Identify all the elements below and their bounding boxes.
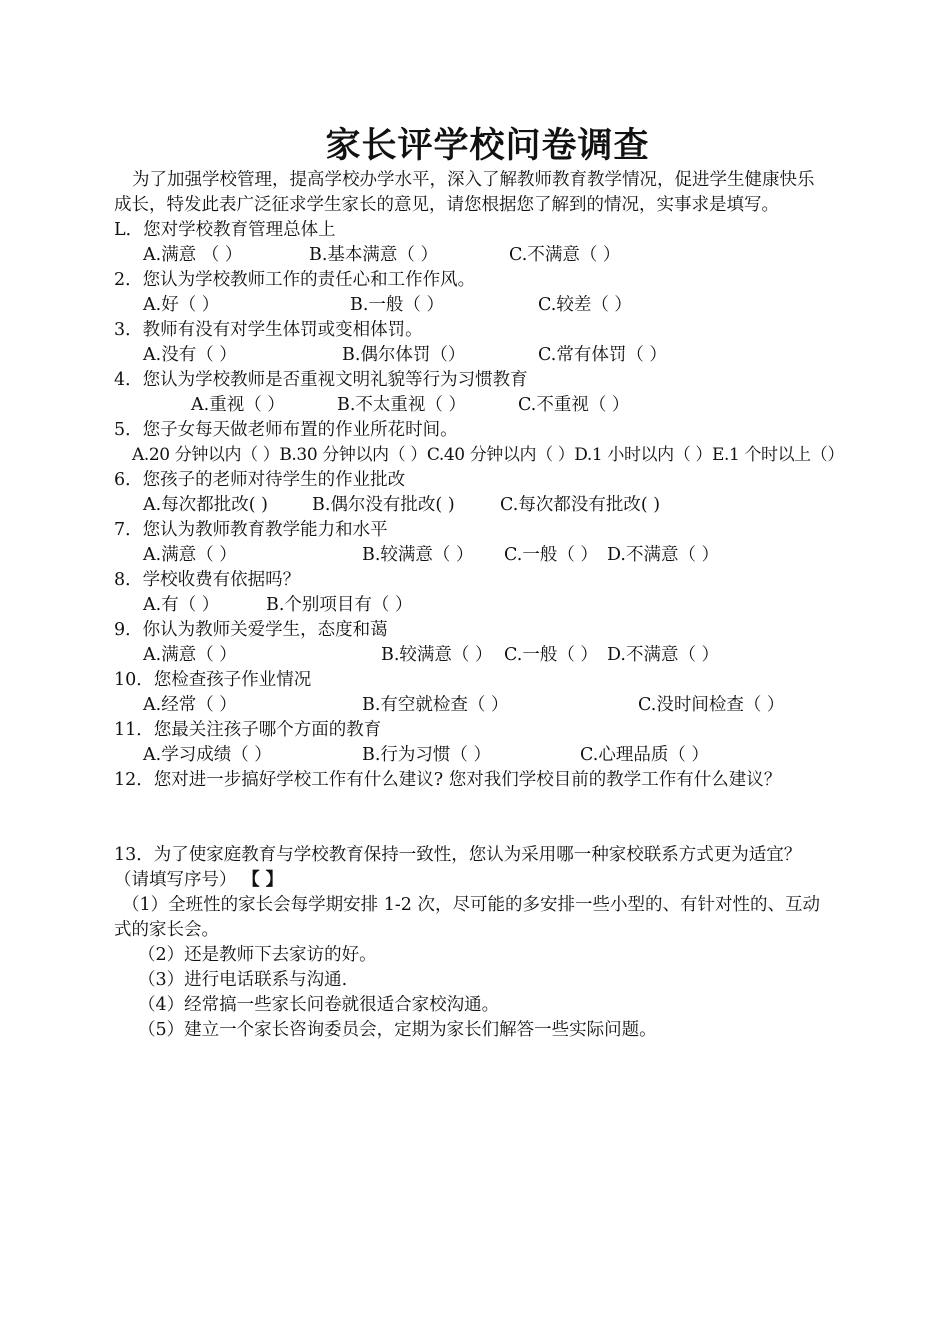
option-b[interactable]: B.一般（ ） bbox=[350, 295, 444, 315]
option-a[interactable]: A.重视（ ） bbox=[191, 395, 285, 415]
option-b[interactable]: B.偶尔体罚（） bbox=[342, 345, 466, 365]
option-c[interactable]: C.不满意（ ） bbox=[509, 245, 621, 265]
question-7: 7．您认为教师教育教学能力和水平 bbox=[114, 520, 388, 540]
question-8: 8．学校收费有依据吗？ bbox=[114, 570, 301, 590]
question-8-options bbox=[0, 593, 950, 618]
option-a[interactable]: A.满意（ ） bbox=[143, 645, 237, 665]
option-c[interactable]: C.一般（ ） bbox=[504, 545, 598, 565]
question-10-options bbox=[0, 693, 950, 718]
question-4: 4．您认为学校教师是否重视文明礼貌等行为习惯教育 bbox=[114, 370, 528, 390]
question-13-note-text: （请填写序号） bbox=[114, 870, 237, 890]
choice-4: （4）经常搞一些家长问卷就很适合家校沟通。 bbox=[138, 995, 500, 1015]
option-a[interactable]: A.学习成绩（ ） bbox=[143, 745, 272, 765]
choice-5: （5）建立一个家长咨询委员会，定期为家长们解答一些实际问题。 bbox=[138, 1020, 657, 1040]
choice-1: （1）全班性的家长会每学期安排 1-2 次，尽可能的多安排一些小型的、有针对性的、互动 bbox=[122, 895, 820, 915]
question-10: 10．您检查孩子作业情况 bbox=[114, 670, 312, 690]
intro-line-1: 为了加强学校管理，提高学校办学水平，深入了解教师教育教学情况，促进学生健康快乐 bbox=[132, 170, 815, 190]
question-6-options bbox=[0, 493, 950, 518]
option-b[interactable]: B.较满意（ ） bbox=[381, 645, 493, 665]
question-13-note bbox=[114, 868, 283, 893]
option-b[interactable]: B.不太重视（ ） bbox=[337, 395, 466, 415]
option-b[interactable]: B.有空就检查（ ） bbox=[362, 695, 509, 715]
question-3-options bbox=[0, 343, 950, 368]
question-2: 2．您认为学校教师工作的责任心和工作作风。 bbox=[114, 270, 476, 290]
question-4-options bbox=[0, 393, 950, 418]
question-1: L．您对学校教育管理总体上 bbox=[114, 220, 336, 240]
question-11-options bbox=[0, 743, 950, 768]
question-7-options bbox=[0, 543, 950, 568]
option-b[interactable]: B.偶尔没有批改( ) bbox=[312, 495, 455, 515]
option-b[interactable]: B.较满意（ ） bbox=[362, 545, 474, 565]
option-a[interactable]: A.经常（ ） bbox=[143, 695, 237, 715]
option-c[interactable]: C.较差（ ） bbox=[538, 295, 632, 315]
option-a[interactable]: A.每次都批改( ) bbox=[143, 495, 268, 515]
question-9: 9．你认为教师关爱学生，态度和蔼 bbox=[114, 620, 388, 640]
option-c[interactable]: C.不重视（ ） bbox=[518, 395, 630, 415]
page-title: 家长评学校问卷调查 bbox=[325, 125, 650, 166]
option-c[interactable]: C.每次都没有批改( ) bbox=[500, 495, 661, 515]
option-b[interactable]: B.个别项目有（ ） bbox=[266, 595, 413, 615]
question-2-options bbox=[0, 293, 950, 318]
option-a[interactable]: A.好（ ） bbox=[143, 295, 220, 315]
question-11: 11．您最关注孩子哪个方面的教育 bbox=[114, 720, 382, 740]
option-b[interactable]: B.行为习惯（ ） bbox=[362, 745, 491, 765]
option-a[interactable]: A.满意（ ） bbox=[143, 545, 237, 565]
option-c[interactable]: C.心理品质（ ） bbox=[580, 745, 709, 765]
question-9-options bbox=[0, 643, 950, 668]
option-a[interactable]: A.满意 （ ） bbox=[143, 245, 243, 265]
question-13: 13．为了使家庭教育与学校教育保持一致性，您认为采用哪一种家校联系方式更为适宜？ bbox=[114, 845, 802, 865]
question-6: 6．您孩子的老师对待学生的作业批改 bbox=[114, 470, 406, 490]
question-12: 12．您对进一步搞好学校工作有什么建议? 您对我们学校目前的教学工作有什么建议？ bbox=[114, 770, 782, 790]
question-3: 3．教师有没有对学生体罚或变相体罚。 bbox=[114, 320, 423, 340]
question-5-options[interactable]: A.20 分钟以内（ ）B.30 分钟以内（ ）C.40 分钟以内（ ）D.1 小时以内（ ）E.1 个时以上（） bbox=[132, 445, 844, 465]
option-a[interactable]: A.没有（ ） bbox=[143, 345, 237, 365]
option-c[interactable]: C.常有体罚（ ） bbox=[538, 345, 667, 365]
option-d[interactable]: D.不满意（ ） bbox=[607, 645, 720, 665]
option-b[interactable]: B.基本满意（ ） bbox=[309, 245, 438, 265]
question-5: 5．您子女每天做老师布置的作业所花时间。 bbox=[114, 420, 458, 440]
option-c[interactable]: C.一般（ ） bbox=[504, 645, 598, 665]
choice-2: （2）还是教师下去家访的好。 bbox=[138, 945, 377, 965]
option-a[interactable]: A.有（ ） bbox=[143, 595, 220, 615]
option-c[interactable]: C.没时间检查（ ） bbox=[638, 695, 785, 715]
choice-3: （3）进行电话联系与沟通. bbox=[138, 970, 348, 990]
question-1-options bbox=[0, 243, 950, 268]
answer-bracket[interactable]: 【 】 bbox=[242, 870, 284, 890]
intro-line-2: 成长，特发此表广泛征求学生家长的意见，请您根据您了解到的情况，实事求是填写。 bbox=[114, 195, 779, 215]
choice-1-cont: 式的家长会。 bbox=[114, 920, 219, 940]
option-d[interactable]: D.不满意（ ） bbox=[607, 545, 720, 565]
